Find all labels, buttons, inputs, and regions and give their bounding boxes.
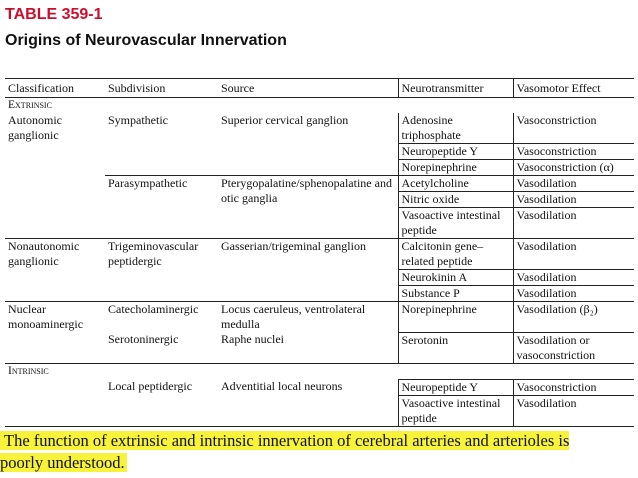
table-row [5,302,634,333]
vasomotor-cell: Vasoconstriction [513,379,634,395]
section-row-extrinsic [5,98,634,114]
vasomotor-cell: Vasodilation (β₂) [513,302,634,333]
vasomotor-cell: Vasodilation [513,395,634,426]
table-number: TABLE 359-1 [5,6,103,23]
classification-cell: Autonomic ganglionic [8,113,62,142]
subdivision-cell: Serotoninergic [108,332,179,346]
subdivision-cell: Trigeminovascular peptidergic [105,239,218,302]
vasomotor-cell: Vasodilation or vasoconstriction [513,332,634,363]
header-subdivision: Subdivision [105,79,218,98]
neurotransmitter-cell: Neuropeptide Y [398,379,513,395]
neurotransmitter-cell: Serotonin [398,332,513,363]
source-cell: Locus caeruleus, ventrolateral medulla [221,302,366,331]
source-cell: Adventitial local neurons [218,379,398,426]
caption [0,430,590,474]
table-header-row [5,79,634,98]
vasomotor-cell: Vasoconstriction (α) [513,160,634,176]
neurotransmitter-cell: Acetylcholine [398,176,513,192]
subdivision-cell: Catecholaminergic [108,302,199,316]
source-cell: Superior cervical ganglion [218,113,398,176]
classification-cell: Nonautonomic ganglionic [5,239,105,302]
header-source: Source [218,79,398,98]
vasomotor-cell: Vasoconstriction [513,144,634,160]
header-neurotransmitter: Neurotransmitter [398,79,513,98]
subdivision-cell: Local peptidergic [105,379,218,426]
subdivision-cell: Sympathetic [105,113,218,176]
neurotransmitter-cell: Neurokinin A [398,270,513,286]
table-row [5,113,634,144]
innervation-table [5,78,634,427]
neurotransmitter-cell: Norepinephrine [398,302,513,333]
table-row [5,176,634,192]
neurotransmitter-cell: Calcitonin gene–related peptide [398,239,513,270]
section-row-intrinsic [5,363,634,379]
table-row [5,239,634,270]
table-row [5,379,634,395]
classification-cell: Nuclear monoaminergic [8,302,84,331]
vasomotor-cell: Vasodilation [513,270,634,286]
vasomotor-cell: Vasodilation [513,176,634,192]
source-cell: Pterygopalatine/sphenopalatine and otic ganglia [218,176,398,239]
header-classification: Classification [5,79,105,98]
source-cell: Gasserian/trigeminal ganglion [218,239,398,302]
neurotransmitter-cell: Nitric oxide [398,192,513,208]
neurotransmitter-cell: Adenosine triphosphate [398,113,513,144]
vasomotor-cell: Vasodilation [513,208,634,239]
vasomotor-cell: Vasoconstriction [513,113,634,144]
caption-highlight: The function of extrinsic and intrinsic innervation of cerebral arteries and arterioles is poorly understood. [0,431,570,472]
table-title: Origins of Neurovascular Innervation [5,32,287,49]
neurotransmitter-cell: Norepinephrine [398,160,513,176]
source-cell: Raphe nuclei [221,332,284,346]
classification-cell-empty [5,379,105,426]
neurotransmitter-cell: Substance P [398,286,513,302]
section-label-intrinsic: Intrinsic [5,363,634,379]
vasomotor-cell: Vasodilation [513,192,634,208]
vasomotor-cell: Vasodilation [513,286,634,302]
neurotransmitter-cell: Vasoactive intestinal peptide [398,395,513,426]
neurotransmitter-cell: Vasoactive intestinal peptide [398,208,513,239]
vasomotor-cell: Vasodilation [513,239,634,270]
subdivision-cell: Parasympathetic [105,176,218,239]
header-vasomotor-effect: Vasomotor Effect [513,79,634,98]
neurotransmitter-cell: Neuropeptide Y [398,144,513,160]
section-label-extrinsic: Extrinsic [8,99,52,111]
classification-cell-empty [5,176,105,239]
